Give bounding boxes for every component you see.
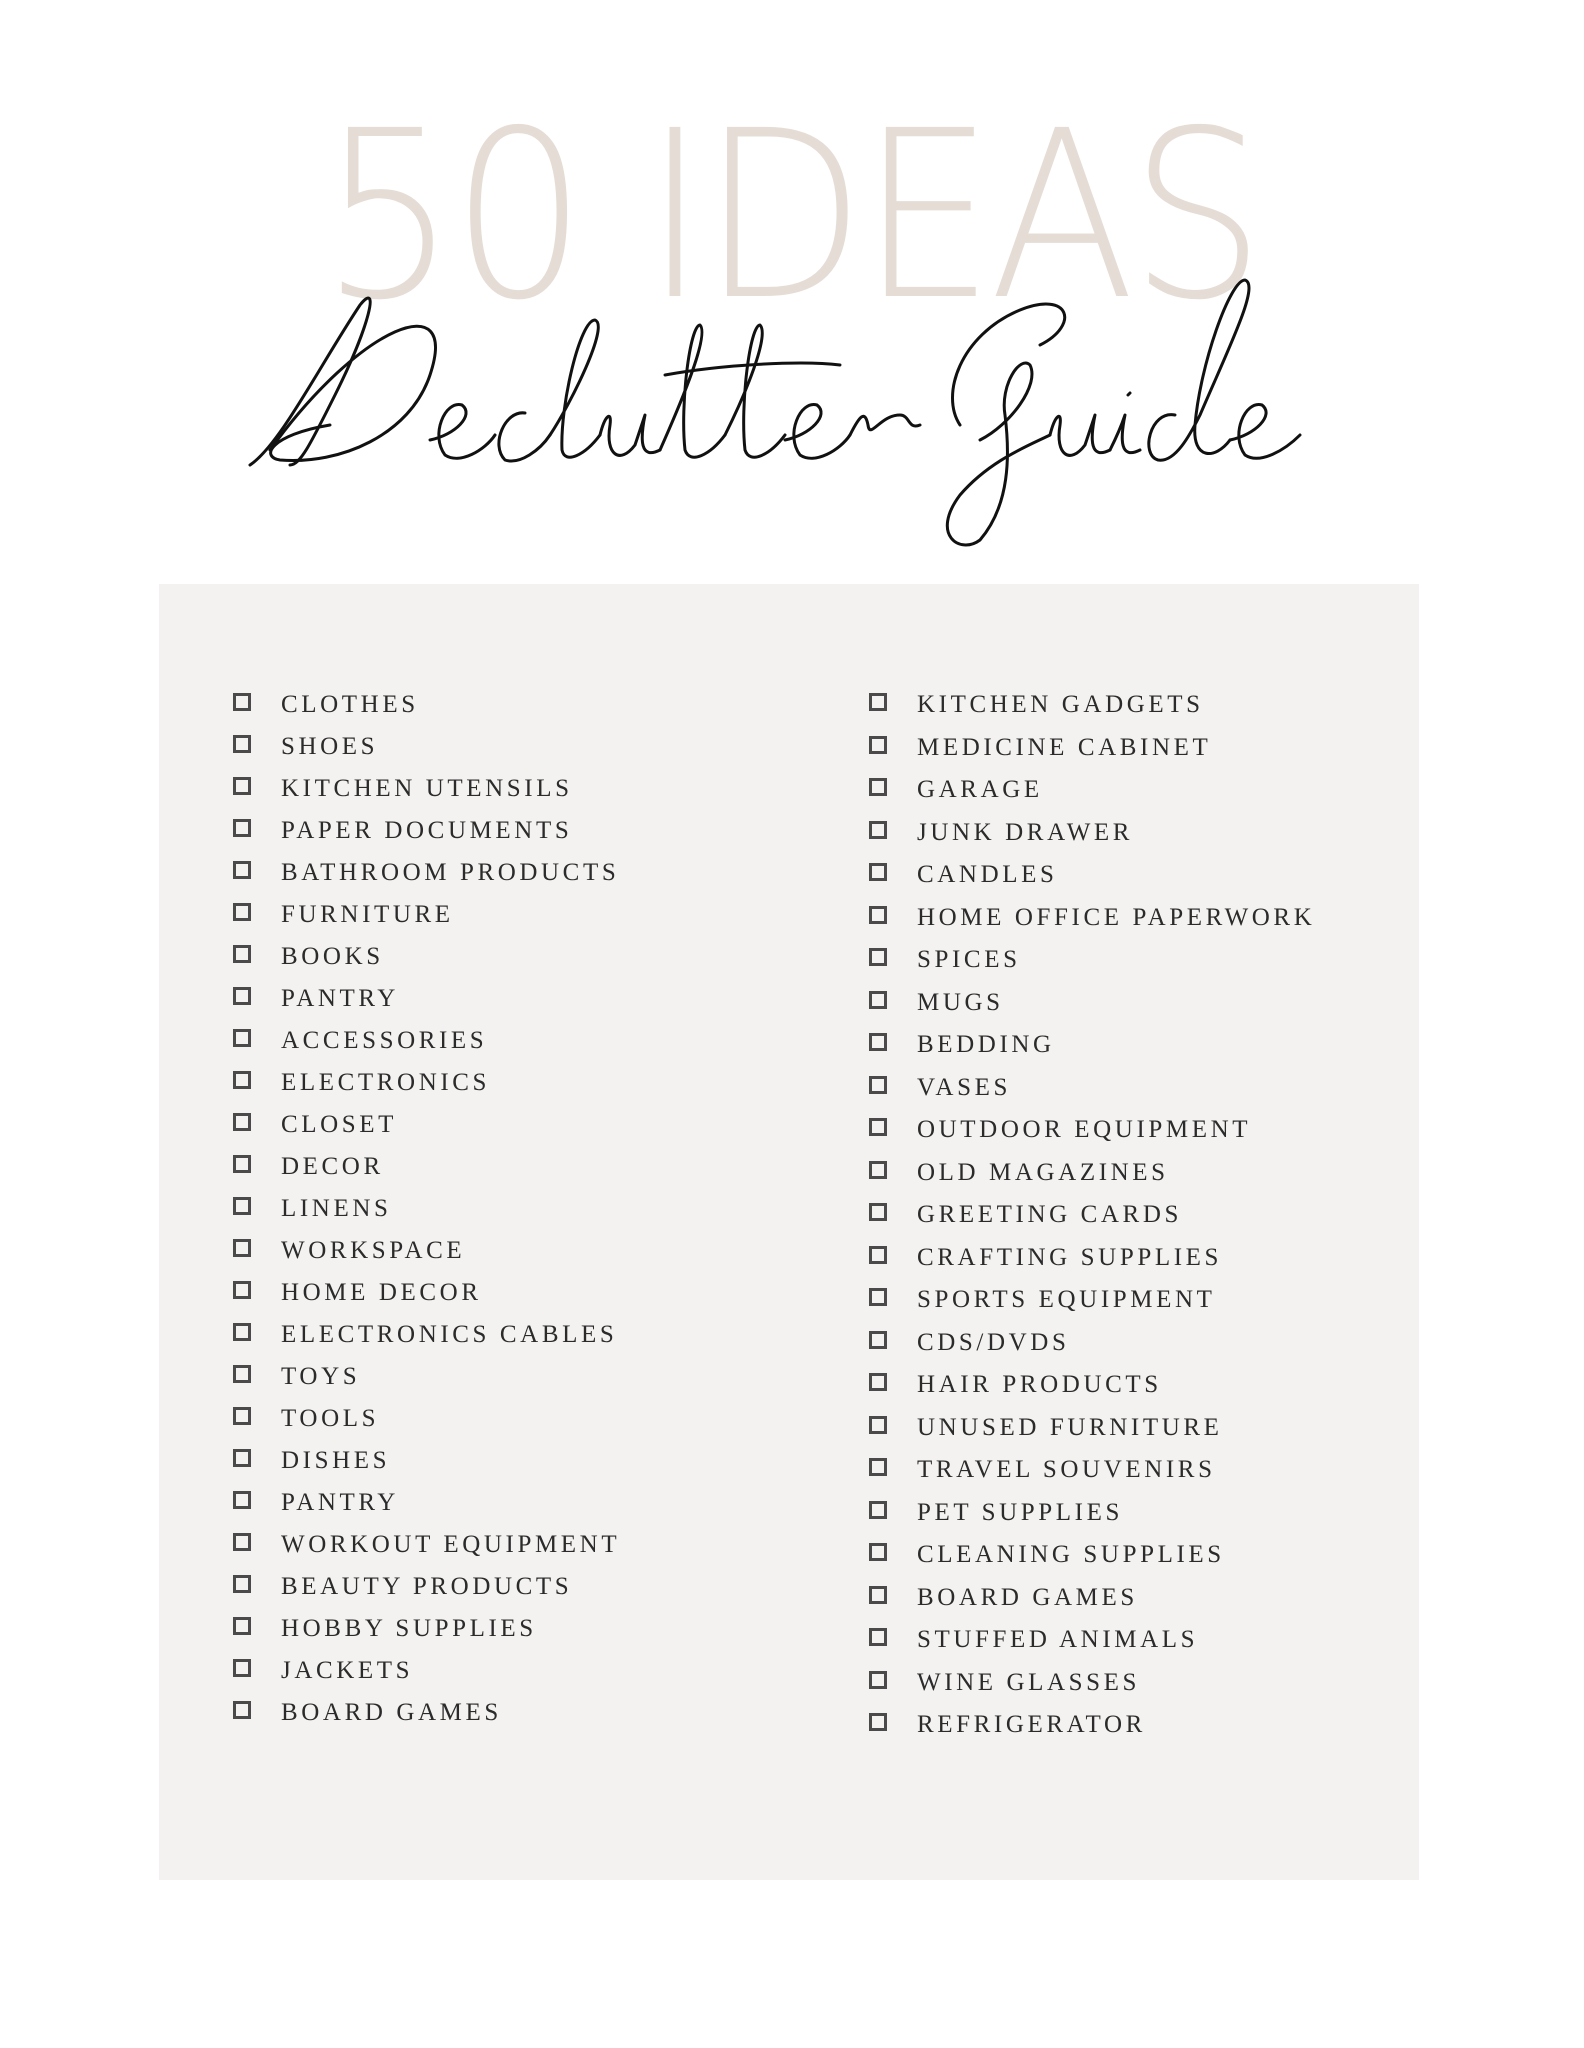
checklist-item-label: DECOR xyxy=(281,1153,384,1180)
checkbox[interactable] xyxy=(869,1203,887,1221)
checklist-panel xyxy=(159,584,1419,1880)
checklist-item-label: JACKETS xyxy=(281,1657,414,1684)
checklist-item xyxy=(869,727,1315,770)
checkbox[interactable] xyxy=(233,819,251,837)
checklist-item xyxy=(869,939,1315,982)
checklist-item-label: HAIR PRODUCTS xyxy=(917,1371,1162,1399)
checklist-item xyxy=(233,1146,620,1188)
checklist-left-column xyxy=(233,684,620,1734)
checkbox[interactable] xyxy=(869,736,887,754)
checklist-item xyxy=(869,769,1315,812)
checklist-item-label: DISHES xyxy=(281,1447,391,1474)
checklist-item xyxy=(233,1020,620,1062)
checklist-item xyxy=(869,1534,1315,1577)
checklist-item xyxy=(233,1230,620,1272)
title-script xyxy=(240,265,1340,555)
checklist-item-label: MUGS xyxy=(917,988,1004,1016)
checklist-item-label: TOOLS xyxy=(281,1405,380,1432)
checkbox[interactable] xyxy=(233,987,251,1005)
checklist-item-label: GARAGE xyxy=(917,776,1043,804)
checklist-item xyxy=(869,897,1315,940)
checklist-item-label: HOBBY SUPPLIES xyxy=(281,1615,537,1642)
checklist-item-label: SPORTS EQUIPMENT xyxy=(917,1286,1216,1314)
checkbox[interactable] xyxy=(233,1029,251,1047)
checklist-item xyxy=(233,1398,620,1440)
checkbox[interactable] xyxy=(233,1281,251,1299)
checklist-item xyxy=(233,1482,620,1524)
checklist-item xyxy=(233,768,620,810)
checklist-item-label: SHOES xyxy=(281,733,379,760)
checkbox[interactable] xyxy=(869,778,887,796)
checklist-item-label: PANTRY xyxy=(281,985,399,1012)
checklist-item xyxy=(869,1662,1315,1705)
checklist-item xyxy=(869,684,1315,727)
checklist-item xyxy=(233,978,620,1020)
checklist-item-label: ACCESSORIES xyxy=(281,1027,488,1054)
checkbox[interactable] xyxy=(233,1701,251,1719)
checkbox[interactable] xyxy=(233,1155,251,1173)
checklist-item xyxy=(233,1356,620,1398)
checklist-item xyxy=(869,812,1315,855)
checklist-item xyxy=(233,894,620,936)
checkbox[interactable] xyxy=(869,1288,887,1306)
checkbox[interactable] xyxy=(869,1416,887,1434)
checklist-item-label: CANDLES xyxy=(917,861,1058,889)
checkbox[interactable] xyxy=(233,777,251,795)
checklist-item xyxy=(869,1704,1315,1747)
checklist-item xyxy=(869,1364,1315,1407)
checklist-item-label: OLD MAGAZINES xyxy=(917,1158,1169,1186)
checkbox[interactable] xyxy=(869,1501,887,1519)
checkbox[interactable] xyxy=(869,1628,887,1646)
checklist-item xyxy=(869,1194,1315,1237)
checkbox[interactable] xyxy=(233,861,251,879)
checklist-item-label: REFRIGERATOR xyxy=(917,1711,1146,1739)
checklist-item xyxy=(233,1188,620,1230)
checklist-item-label: KITCHEN GADGETS xyxy=(917,691,1204,719)
checklist-item-label: WORKSPACE xyxy=(281,1237,466,1264)
checkbox[interactable] xyxy=(233,1197,251,1215)
checklist-item-label: SPICES xyxy=(917,946,1021,974)
checkbox[interactable] xyxy=(869,1246,887,1264)
checklist-item-label: WORKOUT EQUIPMENT xyxy=(281,1531,621,1558)
checklist-item-label: PET SUPPLIES xyxy=(917,1498,1123,1526)
checklist-item xyxy=(233,1566,620,1608)
checklist-item xyxy=(869,854,1315,897)
checklist-item xyxy=(869,1407,1315,1450)
checklist-item-label: CLOSET xyxy=(281,1111,398,1138)
checklist-item xyxy=(233,1062,620,1104)
checkbox[interactable] xyxy=(869,863,887,881)
checklist-item-label: UNUSED FURNITURE xyxy=(917,1413,1223,1441)
checklist-item-label: CLOTHES xyxy=(281,691,419,718)
checklist-item-label: CRAFTING SUPPLIES xyxy=(917,1243,1222,1271)
checkbox[interactable] xyxy=(233,1449,251,1467)
checklist-item-label: PANTRY xyxy=(281,1489,399,1516)
checklist-right-column xyxy=(869,684,1315,1747)
checkbox[interactable] xyxy=(869,906,887,924)
title-large: 50 IDEAS xyxy=(320,81,1260,351)
checklist-item xyxy=(869,1577,1315,1620)
checkbox[interactable] xyxy=(869,1713,887,1731)
checklist-item-label: CLEANING SUPPLIES xyxy=(917,1541,1225,1569)
checkbox[interactable] xyxy=(233,1659,251,1677)
checklist-item xyxy=(869,1279,1315,1322)
checkbox[interactable] xyxy=(869,1373,887,1391)
checklist-item-label: BOOKS xyxy=(281,943,384,970)
checklist-item xyxy=(869,982,1315,1025)
checkbox[interactable] xyxy=(233,1617,251,1635)
checklist-item xyxy=(869,1024,1315,1067)
checklist-item xyxy=(233,1314,620,1356)
checklist-item-label: PAPER DOCUMENTS xyxy=(281,817,573,844)
checkbox[interactable] xyxy=(869,1331,887,1349)
checkbox[interactable] xyxy=(869,1076,887,1094)
checklist-item xyxy=(869,1109,1315,1152)
checklist-item xyxy=(233,684,620,726)
checklist-item-label: HOME DECOR xyxy=(281,1279,482,1306)
checkbox[interactable] xyxy=(233,1239,251,1257)
checklist-item-label: BATHROOM PRODUCTS xyxy=(281,859,620,886)
checkbox[interactable] xyxy=(233,1533,251,1551)
checkbox[interactable] xyxy=(233,1407,251,1425)
checklist-item-label: ELECTRONICS CABLES xyxy=(281,1321,618,1348)
checkbox[interactable] xyxy=(869,1586,887,1604)
checklist-item-label: TOYS xyxy=(281,1363,361,1390)
checkbox[interactable] xyxy=(233,1365,251,1383)
checkbox[interactable] xyxy=(869,1671,887,1689)
checklist-item xyxy=(869,1152,1315,1195)
checkbox[interactable] xyxy=(233,1491,251,1509)
checklist-item-label: LINENS xyxy=(281,1195,392,1222)
checklist-item xyxy=(869,1322,1315,1365)
checklist-item xyxy=(869,1492,1315,1535)
checkbox[interactable] xyxy=(233,1113,251,1131)
checklist-item-label: BEAUTY PRODUCTS xyxy=(281,1573,573,1600)
checkbox[interactable] xyxy=(869,948,887,966)
checkbox[interactable] xyxy=(869,991,887,1009)
checkbox[interactable] xyxy=(869,1118,887,1136)
checklist-item-label: OUTDOOR EQUIPMENT xyxy=(917,1116,1252,1144)
checklist-item-label: BOARD GAMES xyxy=(281,1699,502,1726)
checkbox[interactable] xyxy=(869,1543,887,1561)
checklist-item xyxy=(869,1067,1315,1110)
checklist-item-label: VASES xyxy=(917,1073,1011,1101)
checkbox[interactable] xyxy=(233,735,251,753)
checkbox[interactable] xyxy=(869,693,887,711)
checklist-item-label: WINE GLASSES xyxy=(917,1668,1141,1696)
checklist-item xyxy=(233,852,620,894)
checkbox[interactable] xyxy=(869,1033,887,1051)
checklist-item xyxy=(233,936,620,978)
checklist-item-label: HOME OFFICE PAPERWORK xyxy=(917,903,1316,931)
checkbox[interactable] xyxy=(233,1575,251,1593)
checklist-item-label: KITCHEN UTENSILS xyxy=(281,775,573,802)
checkbox[interactable] xyxy=(233,1323,251,1341)
checklist-item xyxy=(869,1619,1315,1662)
checklist-item-label: MEDICINE CABINET xyxy=(917,733,1212,761)
checklist-item xyxy=(233,1608,620,1650)
checklist-item-label: TRAVEL SOUVENIRS xyxy=(917,1456,1216,1484)
checklist-item-label: CDS/DVDS xyxy=(917,1328,1070,1356)
checklist-item-label: ELECTRONICS xyxy=(281,1069,491,1096)
checklist-item-label: BEDDING xyxy=(917,1031,1055,1059)
checklist-item xyxy=(233,1440,620,1482)
checkbox[interactable] xyxy=(869,821,887,839)
checklist-item-label: GREETING CARDS xyxy=(917,1201,1182,1229)
checkbox[interactable] xyxy=(233,693,251,711)
checklist-item-label: STUFFED ANIMALS xyxy=(917,1626,1199,1654)
checkbox[interactable] xyxy=(869,1458,887,1476)
checklist-item xyxy=(233,1272,620,1314)
checkbox[interactable] xyxy=(233,903,251,921)
checklist-item xyxy=(869,1449,1315,1492)
checklist-item-label: JUNK DRAWER xyxy=(917,818,1134,846)
checklist-item xyxy=(869,1237,1315,1280)
checklist-item-label: BOARD GAMES xyxy=(917,1583,1138,1611)
checklist-item xyxy=(233,1692,620,1734)
title-script-handwriting xyxy=(240,265,1340,555)
checklist-item-label: FURNITURE xyxy=(281,901,454,928)
checklist-item xyxy=(233,726,620,768)
checklist-item xyxy=(233,1650,620,1692)
checkbox[interactable] xyxy=(233,945,251,963)
checklist-item xyxy=(233,810,620,852)
checklist-item xyxy=(233,1524,620,1566)
checkbox[interactable] xyxy=(233,1071,251,1089)
checkbox[interactable] xyxy=(869,1161,887,1179)
checklist-item xyxy=(233,1104,620,1146)
